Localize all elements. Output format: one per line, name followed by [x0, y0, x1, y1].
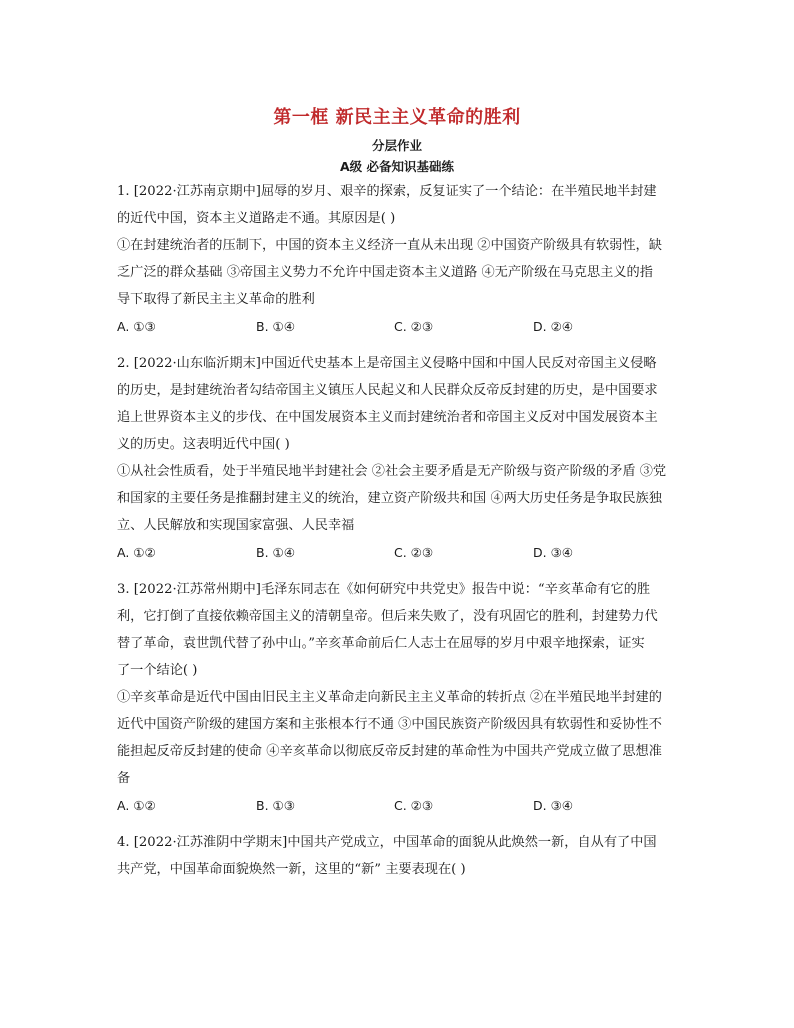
- question-text-line: 立、人民解放和实现国家富强、人民幸福: [117, 518, 355, 533]
- question-text-line: 的近代中国，资本主义道路走不通。其原因是( ): [117, 211, 396, 226]
- question-text-line: 替了革命，袁世凯代替了孙中山。”辛亥革命前后仁人志士在屈辱的岁月中艰辛地探索，证实: [117, 636, 645, 651]
- question-text-line: 义的历史。这表明近代中国( ): [117, 437, 290, 452]
- question-spacer: [117, 566, 682, 576]
- option-a: A. ①③: [117, 319, 156, 334]
- question-text-line: 追上世界资本主义的步伐、在中国发展资本主义而封建统治者和帝国主义反对中国发展资本主: [117, 410, 658, 425]
- question-text-line: ①在封建统治者的压制下，中国的资本主义经济一直从未出现 ②中国资产阶级具有软弱性，缺: [117, 238, 662, 253]
- answer-options: [117, 313, 682, 340]
- question-item: [117, 576, 682, 829]
- question-text-line: 和国家的主要任务是推翻封建主义的统治，建立资产阶级共和国 ④两大历史任务是争取民族独: [117, 491, 662, 506]
- question-text-line: ①辛亥革命是近代中国由旧民主主义革命走向新民主主义革命的转折点 ②在半殖民地半封建的: [117, 690, 662, 705]
- page-title: 第一框 新民主主义革命的胜利: [273, 107, 521, 128]
- question-text-line: 共产党，中国革命面貌焕然一新，这里的“新” 主要表现在( ): [117, 862, 466, 877]
- option-a: A. ①②: [117, 798, 156, 813]
- option-c: C. ②③: [394, 798, 434, 813]
- question-spacer: [117, 340, 682, 350]
- level-heading: A级 必备知识基础练: [339, 159, 455, 174]
- question-item: [117, 829, 682, 883]
- option-c: C. ②③: [394, 319, 434, 334]
- question-text-line: 近代中国资产阶级的建国方案和主张根本行不通 ③中国民族资产阶级因具有软弱性和妥协性不: [117, 717, 662, 732]
- option-b: B. ①③: [256, 798, 295, 813]
- question-text-line: 的历史，是封建统治者勾结帝国主义镇压人民起义和人民群众反帝反封建的历史，是中国要求: [117, 383, 658, 398]
- option-d: D. ③④: [533, 798, 573, 813]
- question-text-line: 能担起反帝反封建的使命 ④辛亥革命以彻底反帝反封建的革命性为中国共产党成立做了思想准: [117, 744, 662, 759]
- option-a: A. ①②: [117, 545, 156, 560]
- question-text-line: ①从社会性质看，处于半殖民地半封建社会 ②社会主要矛盾是无产阶级与资产阶级的矛盾 ③党: [117, 464, 667, 479]
- option-d: D. ②④: [533, 319, 573, 334]
- question-spacer: [117, 819, 682, 829]
- question-text-line: 乏广泛的群众基础 ③帝国主义势力不允许中国走资本主义道路 ④无产阶级在马克思主义的指: [117, 265, 653, 280]
- question-stem-line: 1. [2022·江苏南京期中]屈辱的岁月、艰辛的探索，反复证实了一个结论：在半殖民地半封建: [117, 184, 657, 199]
- option-c: C. ②③: [394, 545, 434, 560]
- question-item: [117, 178, 682, 350]
- question-stem-line: 2. [2022·山东临沂期末]中国近代史基本上是帝国主义侵略中国和中国人民反对帝国主义侵略: [117, 356, 657, 371]
- question-text-line: 备: [117, 771, 131, 786]
- section-subtitle: 分层作业: [371, 138, 422, 153]
- question-list: [117, 178, 682, 883]
- question-text-line: 导下取得了新民主主义革命的胜利: [117, 292, 315, 307]
- question-stem-line: 3. [2022·江苏常州期中]毛泽东同志在《如何研究中共党史》报告中说：“辛亥革命有它的胜: [117, 582, 651, 597]
- option-d: D. ③④: [533, 545, 573, 560]
- question-text-line: 利，它打倒了直接依赖帝国主义的清朝皇帝。但后来失败了，没有巩固它的胜利，封建势力代: [117, 609, 658, 624]
- question-text-line: 了一个结论( ): [117, 663, 198, 678]
- question-item: [117, 350, 682, 576]
- option-b: B. ①④: [256, 545, 295, 560]
- option-b: B. ①④: [256, 319, 295, 334]
- answer-options: [117, 792, 682, 819]
- question-stem-line: 4. [2022·江苏淮阴中学期末]中国共产党成立，中国革命的面貌从此焕然一新，自从有了中国: [117, 835, 657, 850]
- answer-options: [117, 539, 682, 566]
